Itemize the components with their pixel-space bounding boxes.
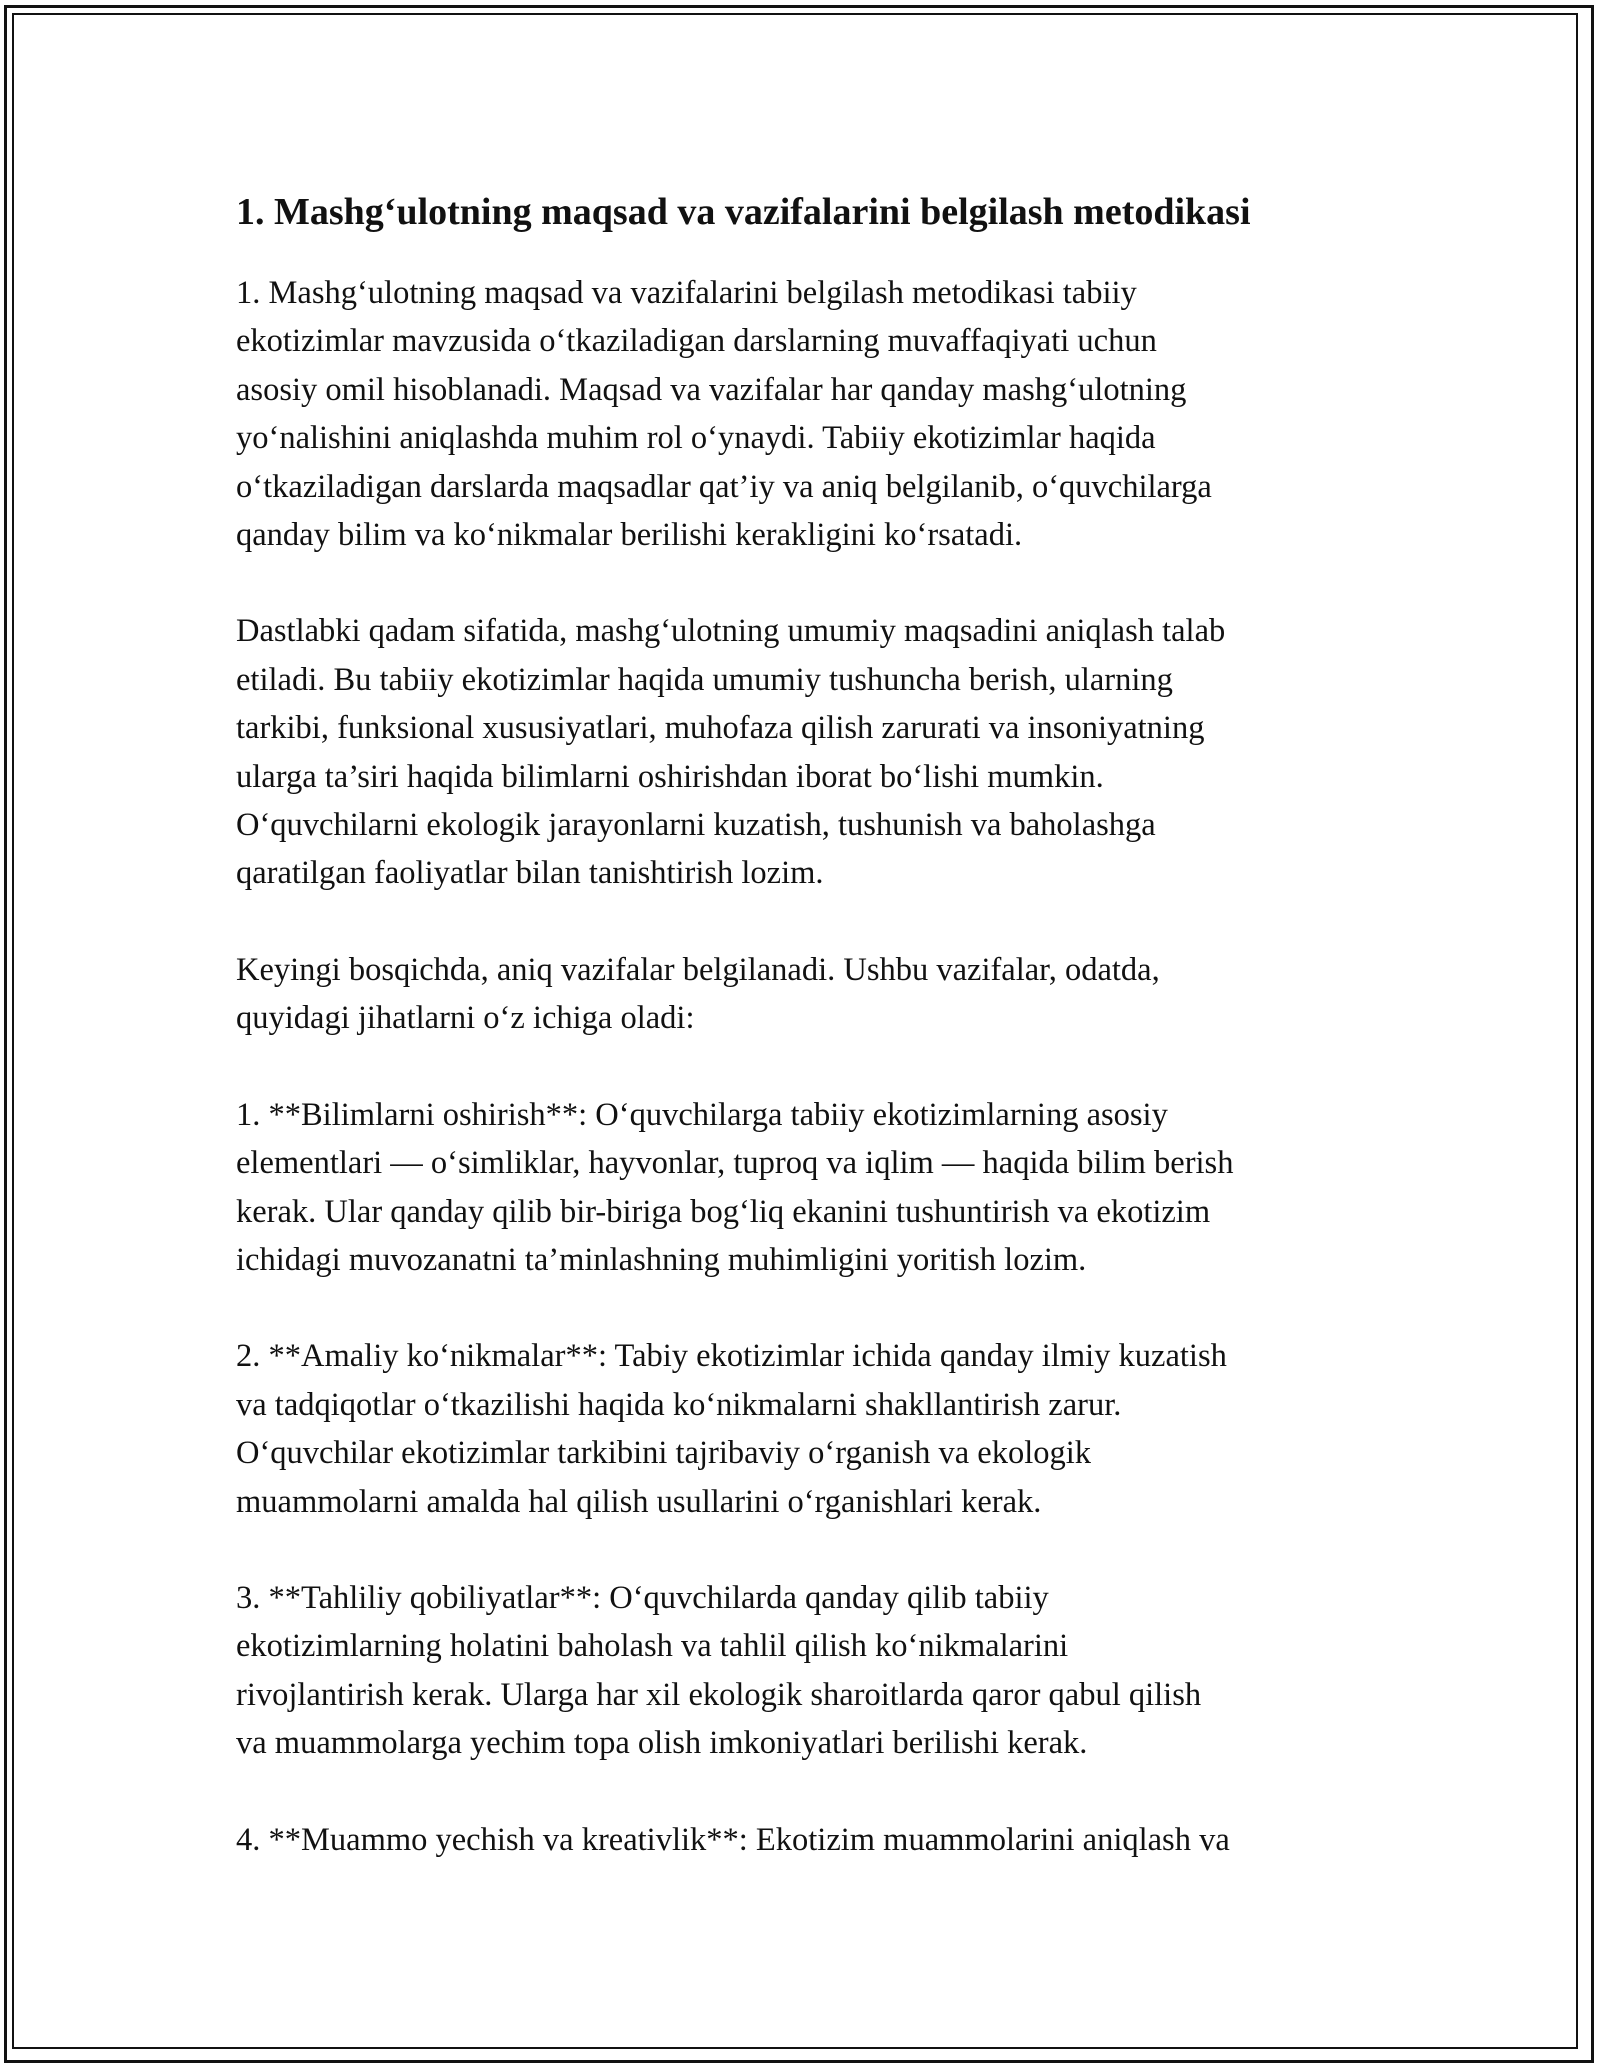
- paragraph-first-step: [236, 607, 1376, 897]
- text-line: 1. **Bilimlarni oshirish**: O‘quvchilarga tabiiy ekotizimlarning asosiy: [236, 1096, 1168, 1133]
- text-line: elementlari — o‘simliklar, hayvonlar, tuproq va iqlim — haqida bilim berish: [236, 1145, 1234, 1182]
- text-line: tarkibi, funksional xususiyatlari, muhofaza qilish zarurati va insoniyatning: [236, 710, 1205, 747]
- list-item-practical-skills: [236, 1332, 1376, 1526]
- text-line: O‘quvchilar ekotizimlar tarkibini tajribaviy o‘rganish va ekologik: [236, 1435, 1091, 1472]
- text-line: 4. **Muammo yechish va kreativlik**: Ekotizim muammolarini aniqlash va: [236, 1821, 1230, 1858]
- text-line: O‘quvchilarni ekologik jarayonlarni kuzatish, tushunish va baholashga: [236, 807, 1156, 844]
- text-line: qanday bilim va ko‘nikmalar berilishi kerakligini ko‘rsatadi.: [236, 517, 1023, 554]
- list-item-analytical-abilities: [236, 1574, 1376, 1768]
- text-line: muammolarni amalda hal qilish usullarini o‘rganishlari kerak.: [236, 1483, 1042, 1520]
- text-line: asosiy omil hisoblanadi. Maqsad va vazifalar har qanday mashg‘ulotning: [236, 371, 1187, 408]
- text-line: ularga ta’siri haqida bilimlarni oshirishdan iborat bo‘lishi mumkin.: [236, 758, 1104, 795]
- text-line: 2. **Amaliy ko‘nikmalar**: Tabiy ekotizimlar ichida qanday ilmiy kuzatish: [236, 1338, 1227, 1375]
- list-item-problem-solving: [236, 1816, 1376, 1864]
- text-line: rivojlantirish kerak. Ularga har xil ekologik sharoitlarda qaror qabul qilish: [236, 1676, 1202, 1713]
- text-line: 1. Mashg‘ulotning maqsad va vazifalarini belgilash metodikasi tabiiy: [236, 275, 1137, 311]
- text-line: va tadqiqotlar o‘tkazilishi haqida ko‘nikmalarni shakllantirish zarur.: [236, 1386, 1122, 1423]
- text-line: Keyingi bosqichda, aniq vazifalar belgilanadi. Ushbu vazifalar, odatda,: [236, 951, 1160, 988]
- text-line: o‘tkaziladigan darslarda maqsadlar qat’iy va aniq belgilanib, o‘quvchilarga: [236, 468, 1212, 505]
- text-line: kerak. Ular qanday qilib bir-biriga bog‘liq ekanini tushuntirish va ekotizim: [236, 1193, 1211, 1230]
- paragraph-next-stage: [236, 946, 1376, 1043]
- text-line: yo‘nalishini aniqlashda muhim rol o‘ynaydi. Tabiiy ekotizimlar haqida: [236, 420, 1156, 457]
- text-line: Dastlabki qadam sifatida, mashg‘ulotning umumiy maqsadini aniqlash talab: [236, 613, 1226, 650]
- text-line: ichidagi muvozanatni ta’minlashning muhimligini yoritish lozim.: [236, 1241, 1087, 1278]
- text-line: va muammolarga yechim topa olish imkoniyatlari berilishi kerak.: [236, 1725, 1088, 1762]
- list-item-knowledge: [236, 1091, 1376, 1285]
- text-line: ekotizimlar mavzusida o‘tkaziladigan darslarning muvaffaqiyati uchun: [236, 323, 1157, 360]
- text-line: 3. **Tahliliy qobiliyatlar**: O‘quvchilarda qanday qilib tabiiy: [236, 1579, 1049, 1616]
- paragraph-intro: [236, 269, 1376, 559]
- text-line: quyidagi jihatlarni o‘z ichiga oladi:: [236, 1000, 695, 1037]
- document-title: 1. Mashg‘ulotning maqsad va vazifalarini belgilash metodikasi: [236, 191, 1251, 233]
- text-line: etiladi. Bu tabiiy ekotizimlar haqida umumiy tushuncha berish, ularning: [236, 661, 1173, 698]
- document-body: [236, 186, 1376, 1912]
- text-line: ekotizimlarning holatini baholash va tahlil qilish ko‘nikmalarini: [236, 1628, 1069, 1665]
- text-line: qaratilgan faoliyatlar bilan tanishtirish lozim.: [236, 855, 824, 892]
